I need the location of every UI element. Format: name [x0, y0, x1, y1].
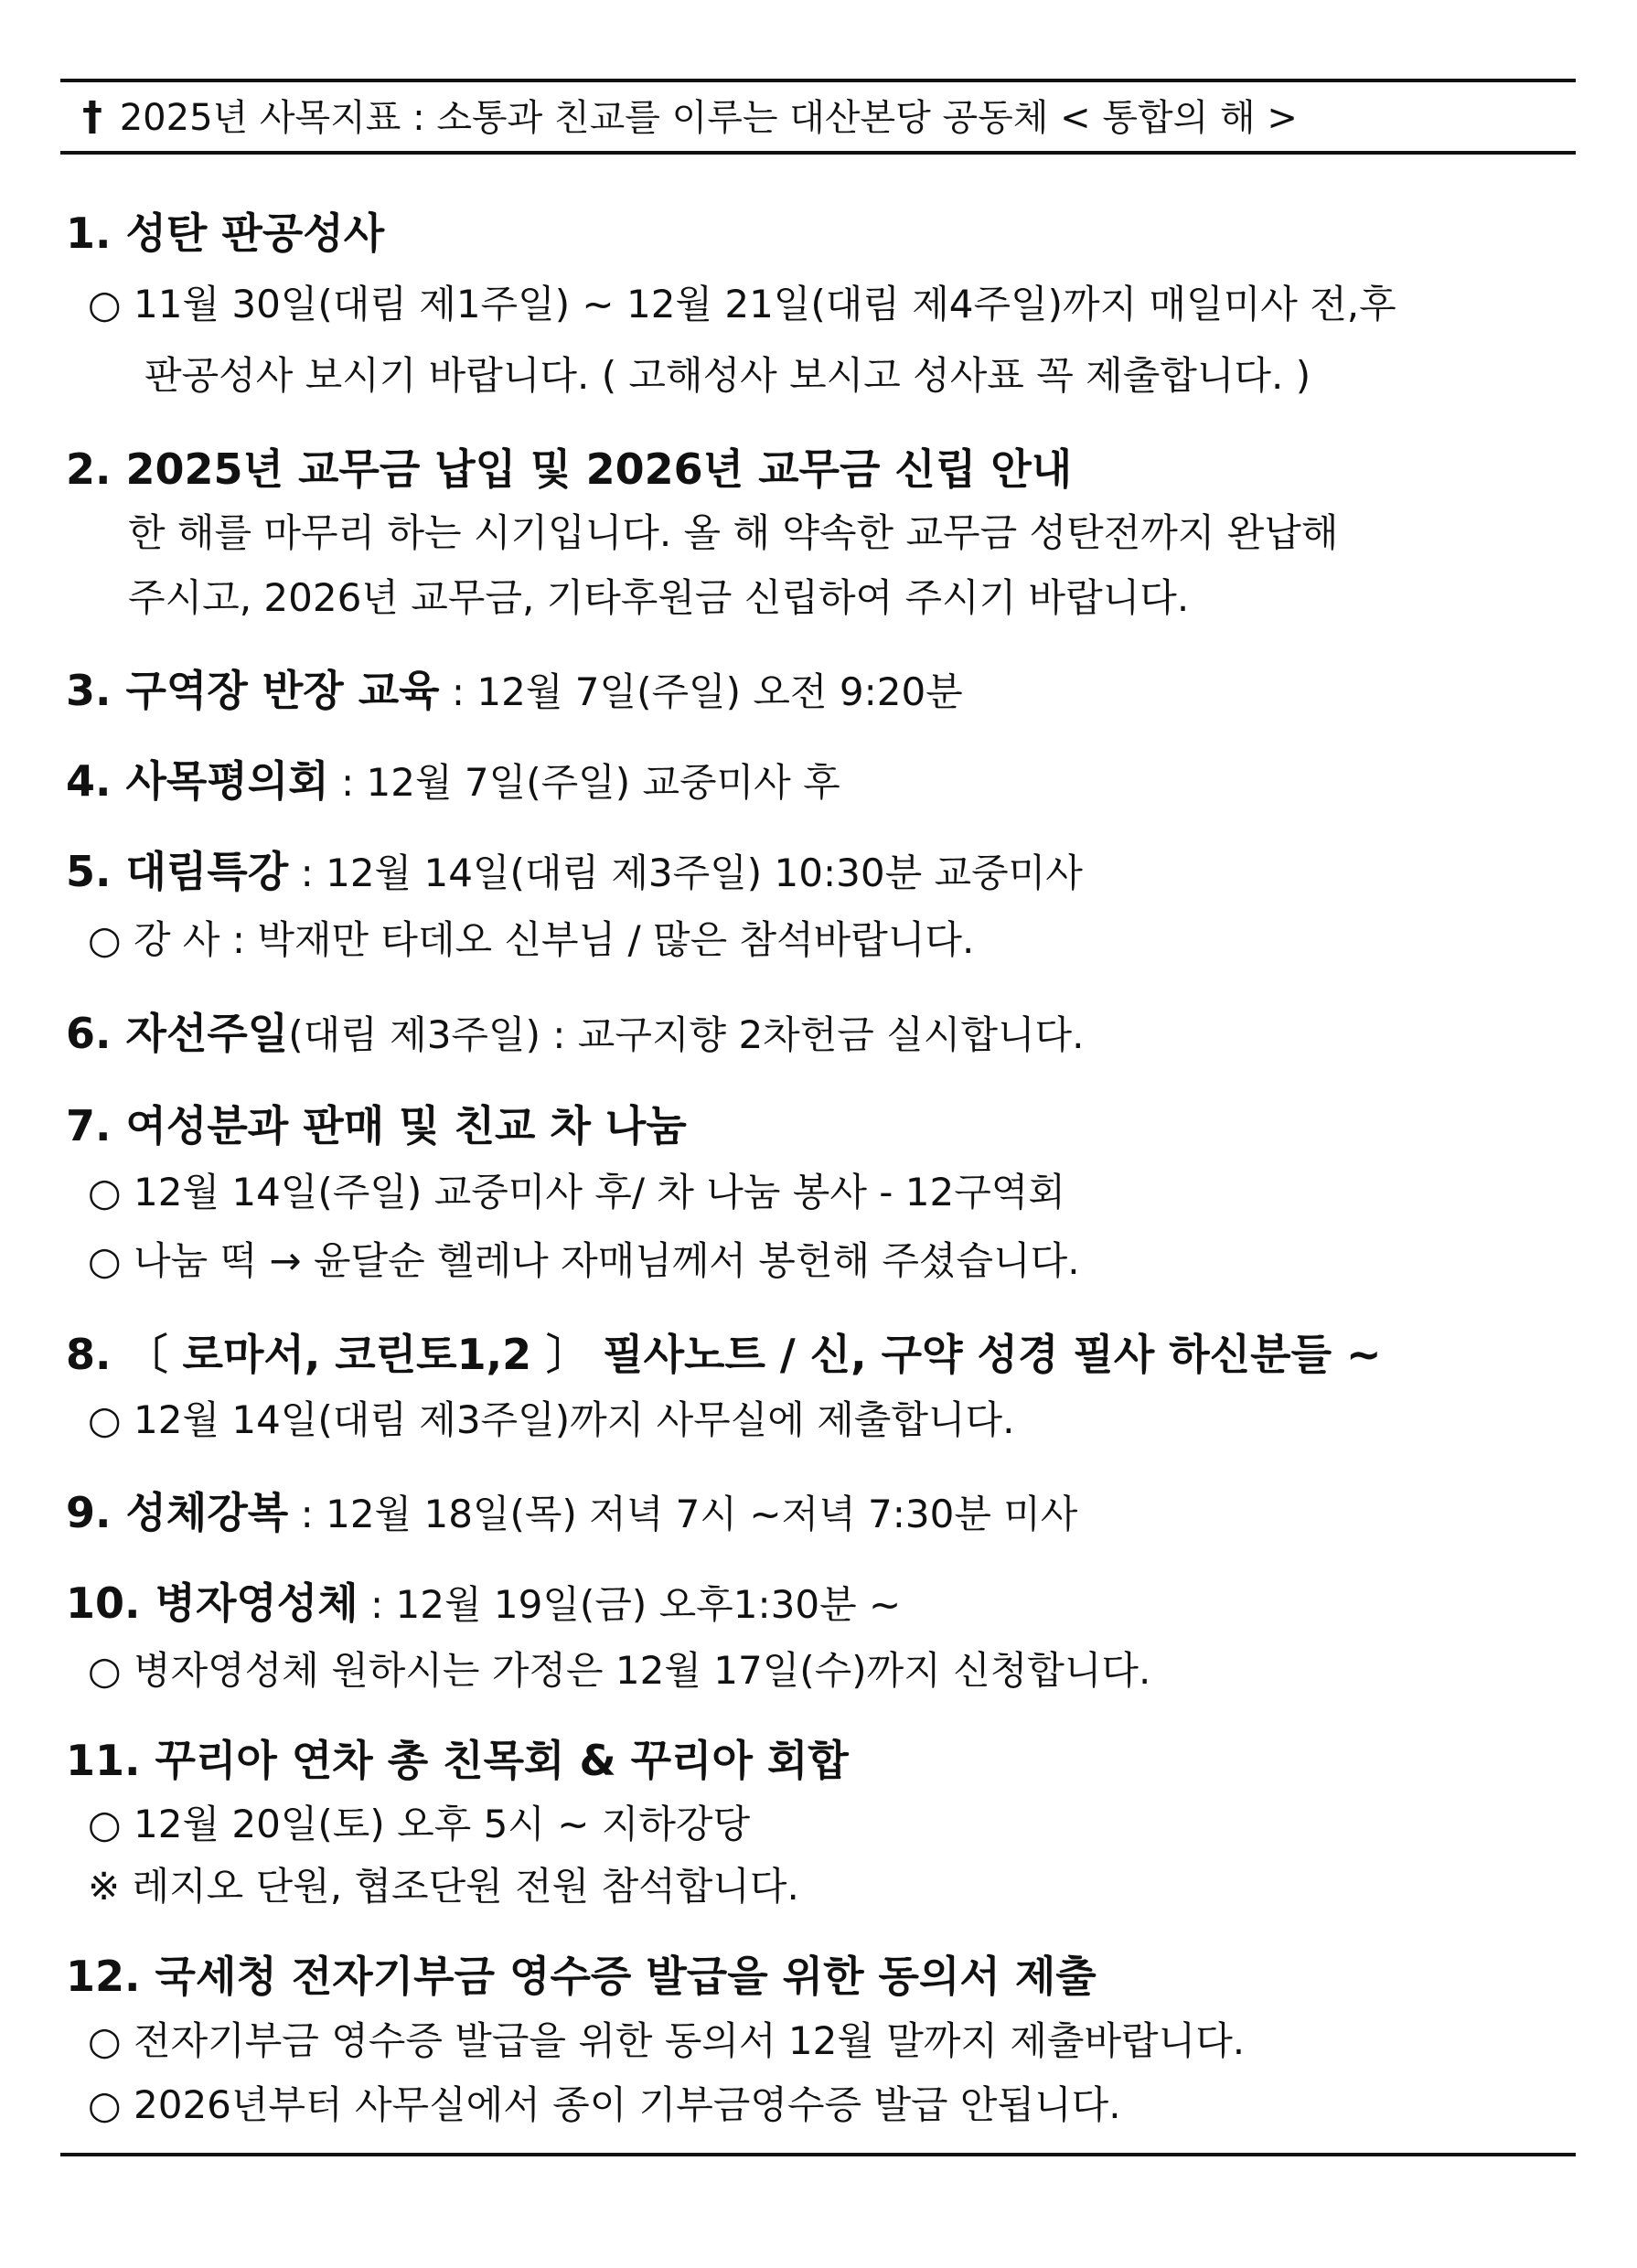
- item-5-detail: : 12월 14일(대림 제3주일) 10:30분 교중미사: [288, 850, 1083, 895]
- item-2-line-1: 한 해를 마무리 하는 시기입니다. 올 해 약속한 교무금 성탄전까지 완납해: [128, 510, 1339, 555]
- item-1-line-2: 판공성사 보시기 바랍니다. ( 고해성사 보시고 성사표 꼭 제출합니다. ): [144, 353, 1311, 398]
- item-10-title: 10. 병자영성체: [66, 1578, 358, 1628]
- item-7-line-2: ○ 나눔 떡 → 윤달순 헬레나 자매님께서 봉헌해 주셨습니다.: [88, 1238, 1080, 1283]
- item-12-title: 12. 국세청 전자기부금 영수증 발급을 위한 동의서 제출: [66, 1952, 1097, 2001]
- cross-icon: †: [82, 93, 102, 140]
- item-12-line-1: ○ 전자기부금 영수증 발급을 위한 동의서 12월 말까지 제출바랍니다.: [88, 2018, 1246, 2063]
- item-1-title: 1. 성탄 판공성사: [66, 209, 385, 258]
- item-9-title: 9. 성체강복: [66, 1488, 289, 1537]
- item-6: [66, 1006, 1084, 1063]
- pastoral-motto: [82, 88, 1546, 146]
- header-rule: [60, 151, 1576, 155]
- item-11-line-2: ※ 레지오 단원, 협조단원 전원 참석합니다.: [88, 1864, 799, 1909]
- item-7-title: 7. 여성분과 판매 및 친교 차 나눔: [66, 1101, 687, 1150]
- top-rule: [60, 79, 1576, 82]
- item-1-line-1: ○ 11월 30일(대림 제1주일) ~ 12월 21일(대림 제4주일)까지 매일미사 전,후: [88, 282, 1396, 326]
- item-9: [66, 1485, 1077, 1542]
- item-4: [66, 754, 840, 810]
- item-2-title: 2. 2025년 교무금 납입 및 2026년 교무금 신립 안내: [66, 444, 1073, 494]
- item-6-detail: (대림 제3주일) : 교구지향 2차헌금 실시합니다.: [288, 1012, 1085, 1057]
- item-5: [66, 844, 1083, 901]
- item-3-detail: : 12월 7일(주일) 오전 9:20분: [439, 669, 963, 714]
- motto-text: 2025년 사목지표 : 소통과 친교를 이루는 대산본당 공동체 < 통합의 해 >: [119, 97, 1298, 139]
- item-9-detail: : 12월 18일(목) 저녁 7시 ~저녁 7:30분 미사: [288, 1492, 1078, 1536]
- item-4-detail: : 12월 7일(주일) 교중미사 후: [328, 760, 840, 805]
- item-8-line-1: ○ 12월 14일(대림 제3주일)까지 사무실에 제출합니다.: [88, 1397, 1015, 1442]
- item-5-line-1: ○ 강 사 : 박재만 타데오 신부님 / 많은 참석바랍니다.: [88, 917, 975, 962]
- item-12-line-2: ○ 2026년부터 사무실에서 종이 기부금영수증 발급 안됩니다.: [88, 2082, 1121, 2127]
- bottom-rule: [60, 2153, 1576, 2156]
- item-6-title: 6. 자선주일: [66, 1009, 289, 1058]
- item-3-title: 3. 구역장 반장 교육: [66, 666, 440, 715]
- item-8-title: 8. 〔 로마서, 코린토1,2 〕 필사노트 / 신, 구약 성경 필사 하신분들 ~: [66, 1330, 1382, 1379]
- item-2-line-2: 주시고, 2026년 교무금, 기타후원금 신립하여 주시기 바랍니다.: [128, 575, 1190, 620]
- item-5-title: 5. 대림특강: [66, 847, 289, 896]
- item-10: [66, 1576, 901, 1632]
- item-3: [66, 663, 963, 720]
- item-10-detail: : 12월 19일(금) 오후1:30분 ~: [358, 1582, 902, 1627]
- item-11-line-1: ○ 12월 20일(토) 오후 5시 ~ 지하강당: [88, 1802, 751, 1846]
- item-4-title: 4. 사목평의회: [66, 756, 329, 806]
- item-11-title: 11. 꾸리아 연차 총 친목회 & 꾸리아 회합: [66, 1736, 849, 1785]
- item-7-line-1: ○ 12월 14일(주일) 교중미사 후/ 차 나눔 봉사 - 12구역회: [88, 1170, 1065, 1214]
- item-10-line-1: ○ 병자영성체 원하시는 가정은 12월 17일(수)까지 신청합니다.: [88, 1648, 1151, 1693]
